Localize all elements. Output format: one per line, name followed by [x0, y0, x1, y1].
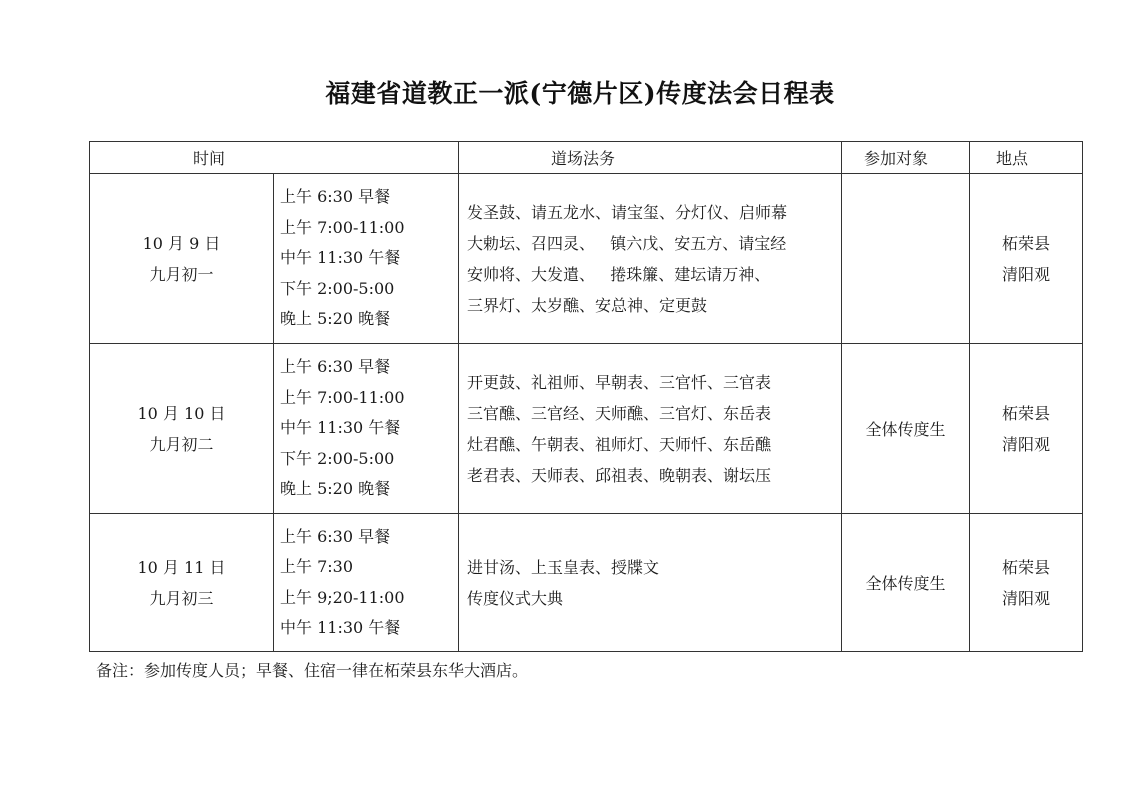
participants-cell	[842, 174, 970, 344]
rites-cell	[459, 174, 842, 344]
time-slot: 上午 6:30 早餐	[280, 357, 391, 377]
lunar-date-text: 九月初一	[149, 264, 214, 284]
table-row	[90, 344, 1083, 514]
table-row	[90, 174, 1083, 344]
location-county: 柘荣县	[1002, 403, 1051, 423]
time-slot: 上午 7:30	[280, 557, 354, 576]
participants-cell: 全体传度生	[842, 344, 970, 514]
date-text: 10 月 9 日	[142, 233, 221, 253]
time-slot: 上午 7:00-11:00	[280, 387, 405, 407]
location-temple: 清阳观	[1002, 588, 1051, 608]
header-time: 时间	[90, 142, 459, 174]
rites-line: 大勅坛、召四灵、 镇六戊、安五方、请宝经	[467, 233, 787, 253]
rites-line: 进甘汤、上玉皇表、授牒文	[467, 557, 660, 577]
rites-line: 开更鼓、礼祖师、早朝表、三官忏、三官表	[467, 372, 772, 392]
time-slot: 中午 11:30 午餐	[280, 418, 401, 438]
time-slot: 晚上 5:20 晚餐	[280, 479, 391, 499]
header-rites: 道场法务	[459, 142, 842, 174]
time-slot: 上午 9;20-11:00	[280, 587, 405, 607]
table-header-row	[90, 142, 1083, 174]
time-slot: 中午 11:30 午餐	[280, 618, 401, 637]
date-text: 10 月 10 日	[137, 403, 226, 423]
lunar-date-text: 九月初三	[149, 588, 214, 608]
footnote: 备注：参加传度人员；早餐、住宿一律在柘荣县东华大酒店。	[96, 661, 529, 680]
time-slot: 中午 11:30 午餐	[280, 248, 401, 268]
header-location: 地点	[970, 142, 1083, 174]
rites-cell	[459, 514, 842, 652]
location-county: 柘荣县	[1002, 233, 1051, 253]
header-participants: 参加对象	[842, 142, 970, 174]
time-slot: 上午 6:30 早餐	[280, 187, 391, 207]
date-cell	[90, 174, 274, 344]
time-slot: 晚上 5:20 晚餐	[280, 309, 391, 329]
location-cell	[970, 344, 1083, 514]
location-temple: 清阳观	[1002, 434, 1051, 454]
schedule-table	[89, 141, 1083, 652]
time-slot: 下午 2:00-5:00	[280, 278, 395, 298]
participants-cell: 全体传度生	[842, 514, 970, 652]
time-cell	[274, 174, 459, 344]
lunar-date-text: 九月初二	[149, 434, 214, 454]
rites-line: 发圣鼓、请五龙水、请宝玺、分灯仪、启师幕	[467, 202, 788, 222]
rites-line: 三官醮、三官经、天师醮、三官灯、东岳表	[467, 403, 772, 423]
time-slot: 上午 6:30 早餐	[280, 526, 391, 546]
document-title: 福建省道教正一派(宁德片区)传度法会日程表	[325, 79, 835, 108]
rites-line: 老君表、天师表、邱祖表、晚朝表、谢坛压	[467, 465, 772, 485]
location-temple: 清阳观	[1002, 264, 1051, 284]
time-slot: 下午 2:00-5:00	[280, 448, 395, 468]
time-cell	[274, 344, 459, 514]
table-row	[90, 514, 1083, 652]
location-cell	[970, 174, 1083, 344]
rites-line: 传度仪式大典	[467, 588, 564, 608]
rites-cell	[459, 344, 842, 514]
date-text: 10 月 11 日	[137, 557, 226, 577]
date-cell	[90, 514, 274, 652]
time-cell	[274, 514, 459, 652]
rites-line: 安帅将、大发遣、 捲珠簾、建坛请万神、	[467, 264, 771, 284]
rites-line: 灶君醮、午朝表、祖师灯、天师忏、东岳醮	[467, 434, 772, 454]
time-slot: 上午 7:00-11:00	[280, 217, 405, 237]
rites-line: 三界灯、太岁醮、安总神、定更鼓	[467, 295, 708, 315]
location-county: 柘荣县	[1002, 557, 1051, 577]
date-cell	[90, 344, 274, 514]
location-cell	[970, 514, 1083, 652]
